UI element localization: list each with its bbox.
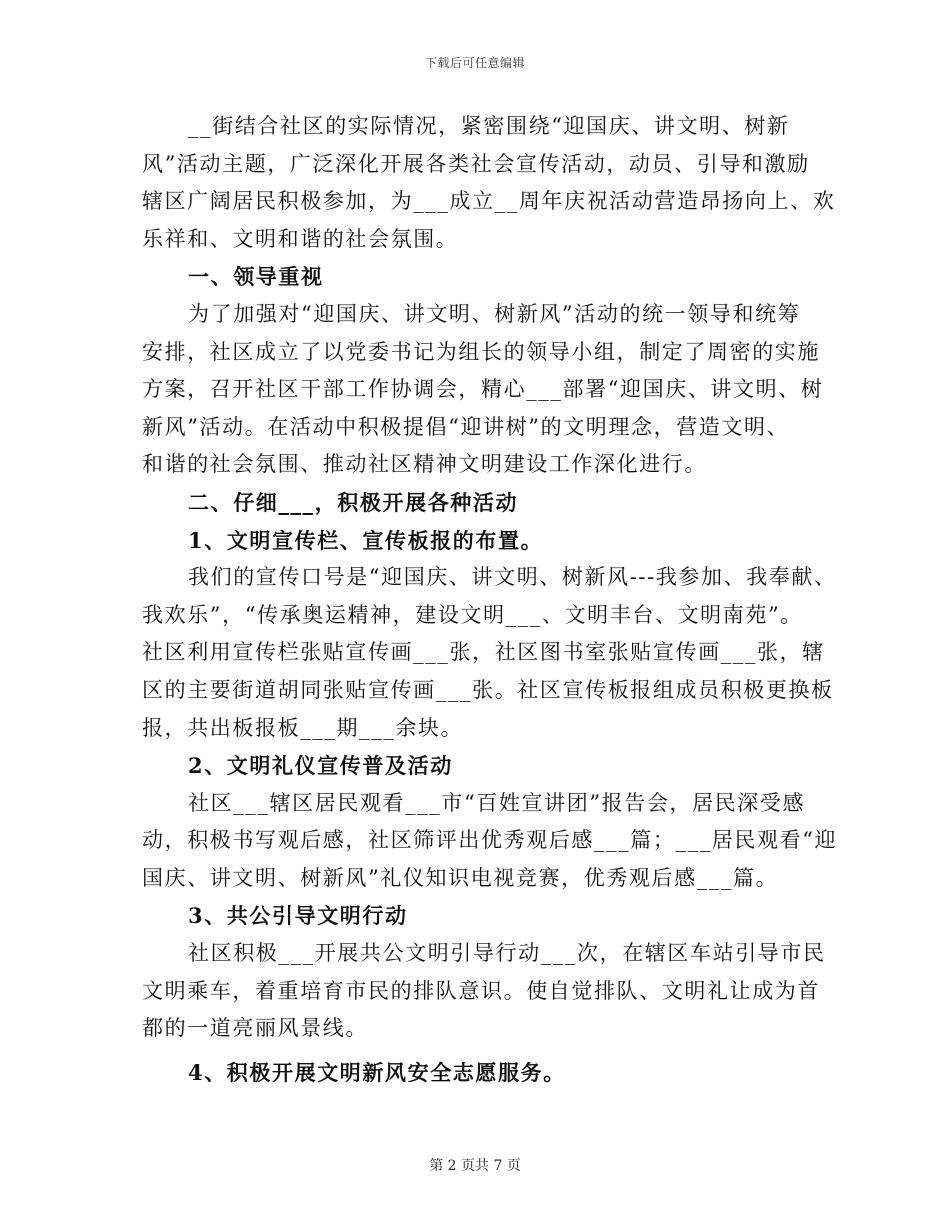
paragraph-line: 辖区广阔居民积极参加，为___成立__周年庆祝活动营造昂扬向上、欢 — [142, 189, 836, 214]
paragraph-line: 都的一道亮丽风景线。 — [142, 1016, 368, 1041]
subsection-heading: 1、文明宣传栏、宣传板报的布置。 — [188, 527, 544, 553]
paragraph-line: 国庆、讲文明、树新风”礼仪知识电视竞赛，优秀观后感___篇。 — [142, 865, 779, 890]
paragraph-line: 动，积极书写观后感，社区筛评出优秀观后感___篇；___居民观看“迎 — [142, 828, 838, 853]
page-footer: 第 2 页共 7 页 — [429, 1158, 521, 1174]
paragraph-line: 和谐的社会氛围、推动社区精神文明建设工作深化进行。 — [142, 452, 707, 477]
subsection-heading: 4、积极开展文明新风安全志愿服务。 — [188, 1059, 566, 1085]
paragraph-line: 区的主要街道胡同张贴宣传画___张。社区宣传板报组成员积极更换板 — [142, 677, 834, 702]
paragraph-line: 报，共出板报板___期___余块。 — [142, 715, 464, 740]
paragraph-line: 社区积极___开展共公文明引导行动___次，在辖区车站引导市民 — [188, 941, 826, 966]
paragraph-line: 安排，社区成立了以党委书记为组长的领导小组，制定了周密的实施 — [142, 339, 820, 364]
subsection-heading: 2、文明礼仪宣传普及活动 — [188, 753, 453, 779]
paragraph-line: __街结合社区的实际情况，紧密围绕“迎国庆、讲文明、树新 — [188, 114, 790, 138]
paragraph-line: 社区___辖区居民观看___市“百姓宣讲团”报告会，居民深受感 — [188, 790, 806, 815]
paragraph-line: 我欢乐”，“传承奥运精神，建设文明___、文明丰台、文明南苑”。 — [142, 602, 803, 627]
paragraph-line: 社区利用宣传栏张贴宣传画___张，社区图书室张贴宣传画___张，辖 — [142, 640, 825, 665]
document-body — [142, 108, 838, 1091]
paragraph-line: 风”活动主题，广泛深化开展各类社会宣传活动，动员、引导和激励 — [142, 151, 810, 176]
paragraph-line: 乐祥和、文明和谐的社会氛围。 — [142, 226, 459, 251]
paragraph-line: 新风”活动。在活动中积极提倡“迎讲树”的文明理念，营造文明、 — [142, 414, 790, 439]
page-header: 下载后可任意编辑 — [424, 56, 525, 70]
paragraph-line: 我们的宣传口号是“迎国庆、讲文明、树新风---我参加、我奉献、 — [188, 565, 837, 590]
paragraph-line: 为了加强对“迎国庆、讲文明、树新风”活动的统一领导和统筹 — [188, 301, 801, 326]
paragraph-line: 方案，召开社区干部工作协调会，精心___部署“迎国庆、讲文明、树 — [142, 377, 824, 402]
paragraph-line: 文明乘车，着重培育市民的排队意识。使自觉排队、文明礼让成为首 — [142, 978, 820, 1003]
section-heading: 二、仔细___，积极开展各种活动 — [188, 489, 519, 515]
section-heading: 一、领导重视 — [188, 264, 324, 290]
subsection-heading: 3、共公引导文明行动 — [188, 903, 408, 929]
